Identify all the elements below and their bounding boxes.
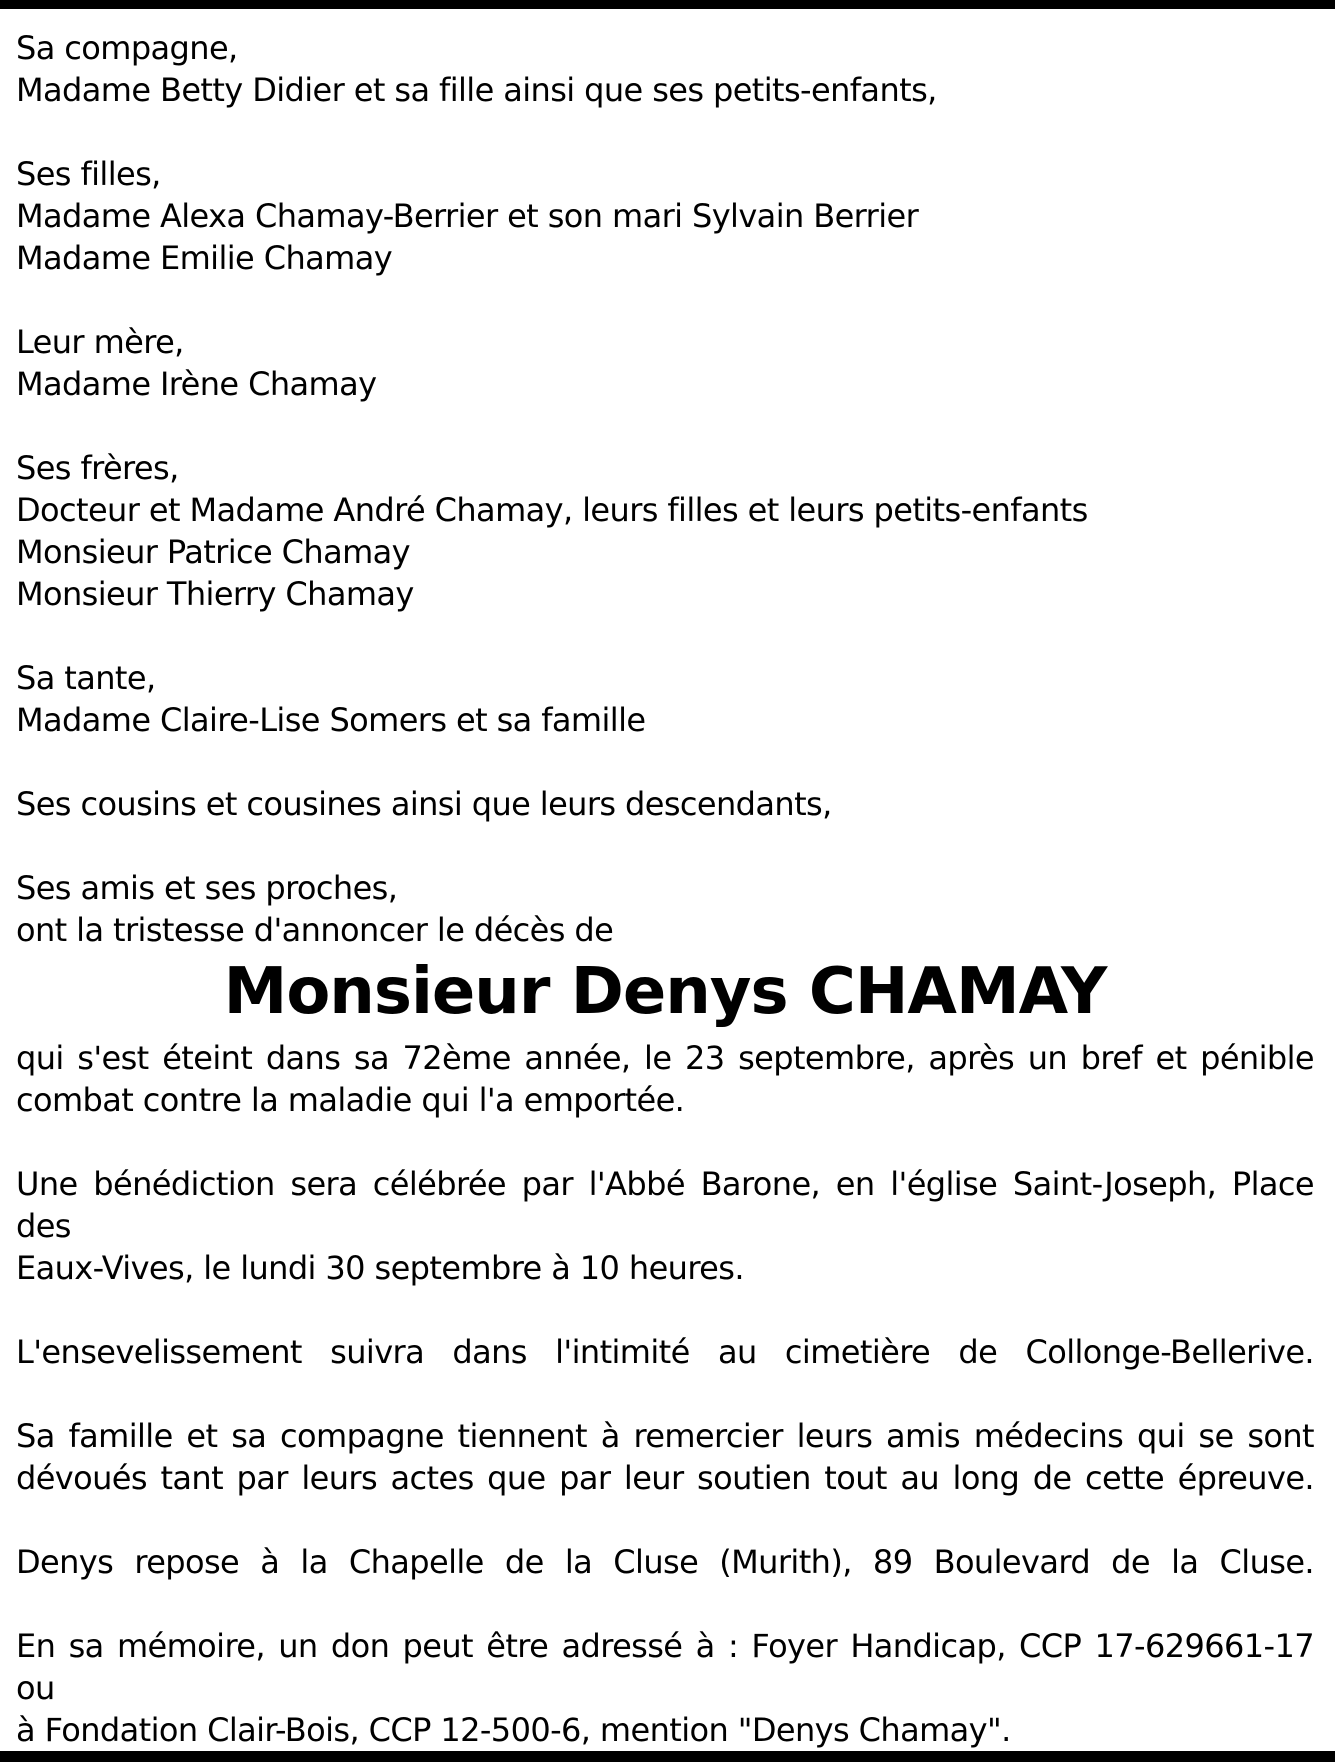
bottom-border-rule (0, 1751, 1335, 1762)
paragraph-line: L'ensevelissement suivra dans l'intimité au cimetière de Collonge-Bellerive. (16, 1333, 1314, 1371)
paragraph-line: Denys repose à la Chapelle de la Cluse (Murith), 89 Boulevard de la Cluse. (16, 1543, 1314, 1581)
paragraph-blessing (16, 1163, 1314, 1289)
group-heading: Sa compagne, (16, 29, 238, 67)
group-heading: Ses filles, (16, 155, 161, 193)
family-member: Madame Irène Chamay (16, 365, 377, 403)
notice-paragraphs (16, 1037, 1314, 1751)
family-group-daughters (16, 153, 1314, 279)
paragraph-line: En sa mémoire, un don peut être adressé à : Foyer Handicap, CCP 17-629661-17 ou (16, 1627, 1314, 1707)
family-group-brothers (16, 447, 1314, 615)
paragraph-line: combat contre la maladie qui l'a emportée. (16, 1081, 685, 1119)
group-heading: Ses cousins et cousines ainsi que leurs descendants, (16, 785, 832, 823)
family-group-aunt (16, 657, 1314, 741)
paragraph-line: qui s'est éteint dans sa 72ème année, le 23 septembre, après un bref et pénible (16, 1039, 1314, 1077)
family-member: Madame Betty Didier et sa fille ainsi que ses petits-enfants, (16, 71, 937, 109)
group-heading: Ses amis et ses proches, (16, 869, 398, 907)
family-member: Madame Claire-Lise Somers et sa famille (16, 701, 646, 739)
family-groups (16, 27, 1314, 909)
deceased-name: Monsieur Denys CHAMAY (223, 955, 1107, 1029)
family-member: Monsieur Patrice Chamay (16, 533, 410, 571)
obituary-notice (16, 27, 1314, 1751)
group-heading: Sa tante, (16, 659, 156, 697)
family-member: Madame Alexa Chamay-Berrier et son mari Sylvain Berrier (16, 197, 919, 235)
top-border-rule (0, 0, 1335, 9)
paragraph-burial (16, 1331, 1314, 1373)
paragraph-donation (16, 1625, 1314, 1751)
group-heading: Leur mère, (16, 323, 184, 361)
paragraph-line: dévoués tant par leurs actes que par leur soutien tout au long de cette épreuve. (16, 1459, 1314, 1497)
family-member: Madame Emilie Chamay (16, 239, 393, 277)
family-group-friends (16, 867, 1314, 909)
family-member: Docteur et Madame André Chamay, leurs filles et leurs petits-enfants (16, 491, 1088, 529)
paragraph-line: Eaux-Vives, le lundi 30 septembre à 10 heures. (16, 1249, 744, 1287)
family-group-mother (16, 321, 1314, 405)
group-heading: Ses frères, (16, 449, 179, 487)
paragraph-thanks (16, 1415, 1314, 1499)
announcement-text: ont la tristesse d'annoncer le décès de (16, 911, 614, 949)
paragraph-line: à Fondation Clair-Bois, CCP 12-500-6, mention "Denys Chamay". (16, 1711, 1011, 1749)
paragraph-repose (16, 1541, 1314, 1583)
paragraph-line: Une bénédiction sera célébrée par l'Abbé Barone, en l'église Saint-Joseph, Place des (16, 1165, 1314, 1245)
family-group-companion (16, 27, 1314, 111)
paragraph-passing (16, 1037, 1314, 1121)
family-member: Monsieur Thierry Chamay (16, 575, 414, 613)
family-group-cousins (16, 783, 1314, 825)
paragraph-line: Sa famille et sa compagne tiennent à remercier leurs amis médecins qui se sont (16, 1417, 1314, 1455)
